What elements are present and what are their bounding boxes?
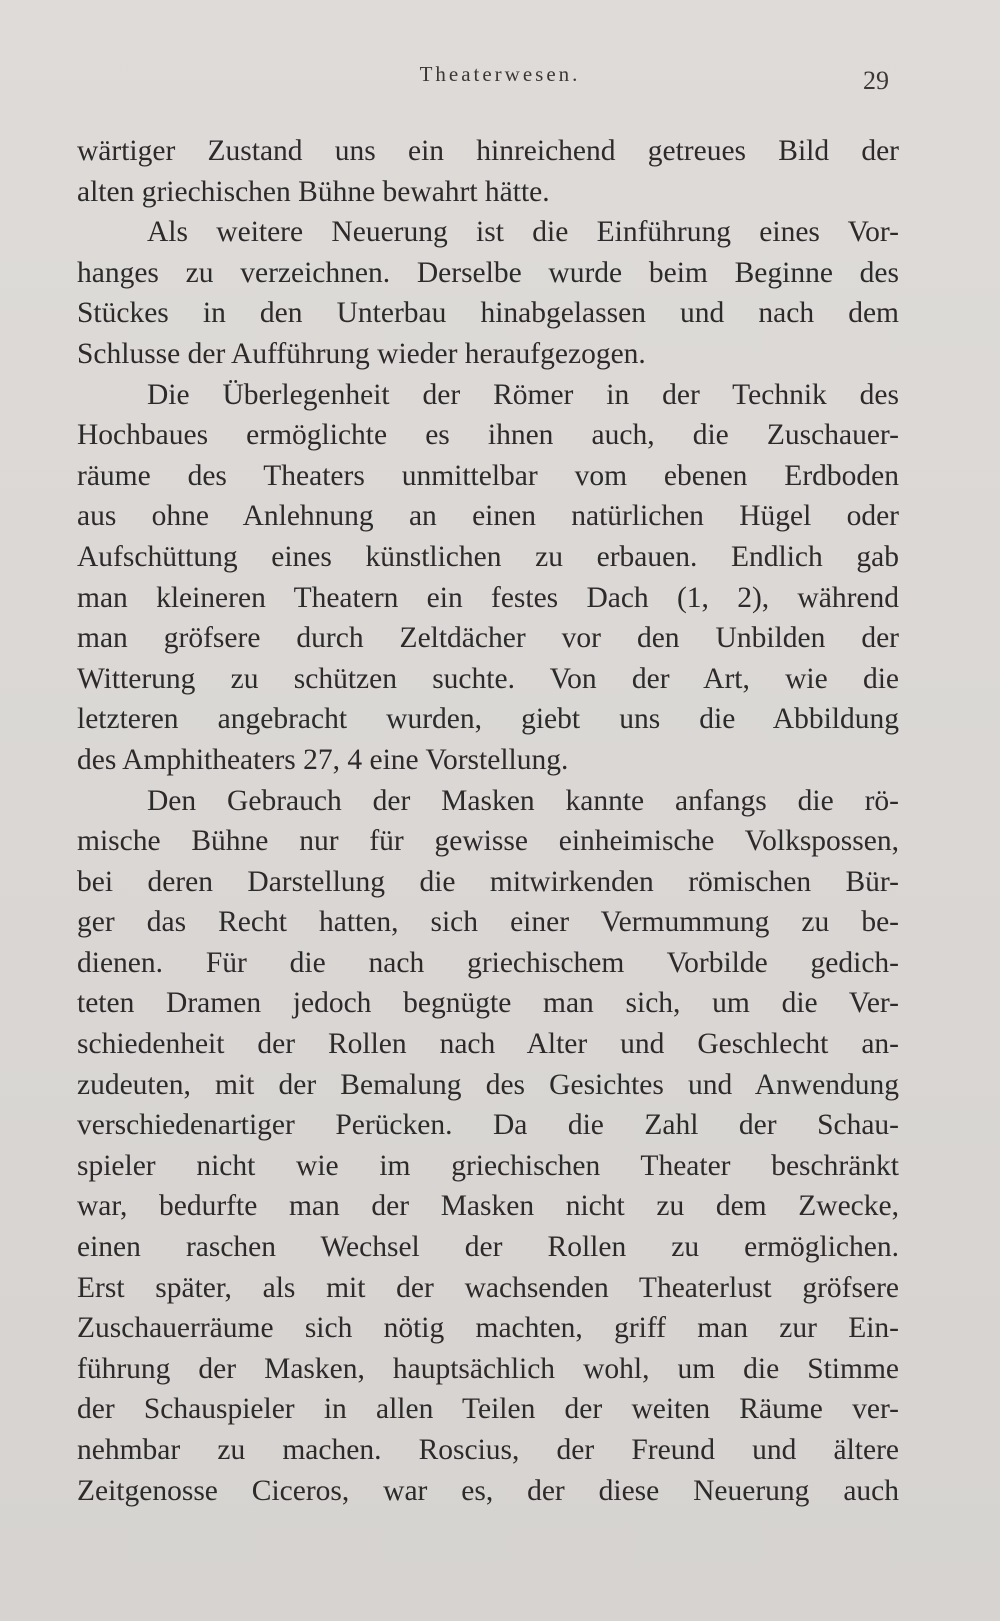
- text-line: Stückes in den Unterbau hinabgelassen und nach dem: [77, 297, 899, 330]
- text-line: man gröfsere durch Zeltdächer vor den Unbilden der: [77, 622, 899, 655]
- text-line: Schlusse der Aufführung wieder heraufgezogen.: [77, 337, 646, 370]
- text-line: alten griechischen Bühne bewahrt hätte.: [77, 175, 550, 208]
- text-line: wärtiger Zustand uns ein hinreichend getreues Bild der: [77, 135, 899, 167]
- text-line: Zeitgenosse Ciceros, war es, der diese Neuerung auch: [77, 1474, 899, 1507]
- text-line: Hochbaues ermöglichte es ihnen auch, die Zuschauer-: [77, 419, 899, 452]
- text-line: Witterung zu schützen suchte. Von der Art, wie die: [77, 662, 899, 695]
- text-line: aus ohne Anlehnung an einen natürlichen Hügel oder: [77, 500, 899, 533]
- text-line: bei deren Darstellung die mitwirkenden römischen Bür-: [77, 865, 899, 898]
- page-number: 29: [863, 66, 889, 95]
- text-line: ger das Recht hatten, sich einer Vermummung zu be-: [77, 906, 899, 939]
- body-text: [77, 131, 899, 1511]
- text-line: Den Gebrauch der Masken kannte anfangs die rö-: [147, 784, 899, 817]
- text-line: teten Dramen jedoch begnügte man sich, um die Ver-: [77, 987, 899, 1020]
- text-line: Erst später, als mit der wachsenden Theaterlust gröfsere: [77, 1271, 899, 1304]
- text-line: man kleineren Theatern ein festes Dach (1, 2), während: [77, 581, 899, 614]
- text-line: Zuschauerräume sich nötig machten, griff man zur Ein-: [77, 1312, 899, 1345]
- text-line: Die Überlegenheit der Römer in der Technik des: [147, 378, 899, 411]
- text-line: mische Bühne nur für gewisse einheimische Volkspossen,: [77, 825, 899, 858]
- text-line: letzteren angebracht wurden, giebt uns die Abbildung: [77, 703, 899, 736]
- text-line: räume des Theaters unmittelbar vom ebenen Erdboden: [77, 459, 899, 492]
- running-title: Theaterwesen.: [419, 62, 581, 86]
- text-line: war, bedurfte man der Masken nicht zu dem Zwecke,: [77, 1190, 899, 1223]
- text-line: nehmbar zu machen. Roscius, der Freund und ältere: [77, 1434, 899, 1466]
- text-line: führung der Masken, hauptsächlich wohl, um die Stimme: [77, 1352, 899, 1385]
- text-line: zudeuten, mit der Bemalung des Gesichtes und Anwendung: [77, 1068, 899, 1101]
- text-line: spieler nicht wie im griechischen Theater beschränkt: [77, 1149, 899, 1182]
- text-line: des Amphitheaters 27, 4 eine Vorstellung.: [77, 743, 569, 776]
- text-line: verschiedenartiger Perücken. Da die Zahl der Schau-: [77, 1109, 899, 1142]
- text-line: schiedenheit der Rollen nach Alter und Geschlecht an-: [77, 1028, 899, 1061]
- text-line: Aufschüttung eines künstlichen zu erbauen. Endlich gab: [77, 540, 899, 573]
- text-line: hanges zu verzeichnen. Derselbe wurde beim Beginne des: [77, 256, 899, 289]
- text-line: der Schauspieler in allen Teilen der weiten Räume ver-: [77, 1393, 899, 1426]
- text-line: dienen. Für die nach griechischem Vorbilde gedich-: [77, 946, 899, 979]
- text-line: einen raschen Wechsel der Rollen zu ermöglichen.: [77, 1231, 899, 1264]
- text-line: Als weitere Neuerung ist die Einführung eines Vor-: [147, 216, 899, 249]
